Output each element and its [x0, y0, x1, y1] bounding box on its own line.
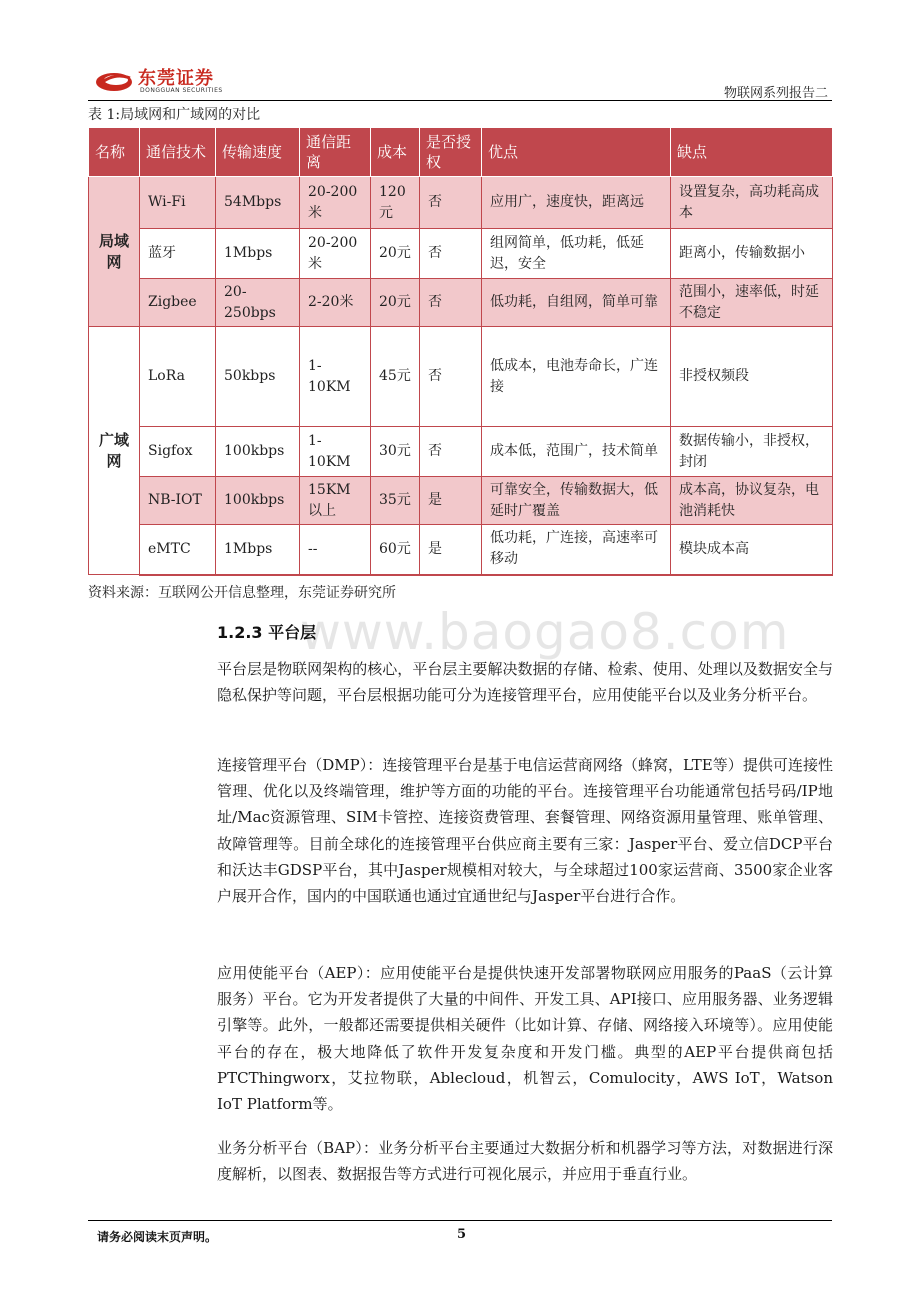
speed-cell: 1Mbps [216, 525, 300, 575]
tech-cell: Sigfox [140, 427, 216, 477]
pros-cell: 组网简单，低功耗，低延迟，安全 [482, 229, 671, 279]
distance-cell: 1-10KM [300, 427, 371, 477]
logo-subtext: DONGGUAN SECURITIES [140, 87, 223, 94]
cons-cell: 成本高，协议复杂，电池消耗快 [671, 477, 833, 525]
paragraph-platform-intro: 平台层是物联网架构的核心，平台层主要解决数据的存储、检索、使用、处理以及数据安全与隐私保护等问题，平台层根据功能可分为连接管理平台，应用使能平台以及业务分析平台。 [217, 660, 833, 705]
cons-cell: 数据传输小，非授权，封闭 [671, 427, 833, 477]
footer-disclaimer: 请务必阅读末页声明。 [97, 1230, 218, 1244]
category-wan: 广域网 [89, 327, 140, 575]
header-cell: 名称 [89, 128, 140, 177]
cons-cell: 设置复杂，高功耗高成本 [671, 177, 833, 229]
watermark: www.baogao8.com [300, 603, 790, 661]
table-row [89, 525, 833, 575]
cons-cell: 非授权频段 [671, 327, 833, 427]
speed-cell: 20-250bps [216, 279, 300, 327]
pros-cell: 低功耗，广连接，高速率可移动 [482, 525, 671, 575]
speed-cell: 54Mbps [216, 177, 300, 229]
distance-cell: 20-200米 [300, 177, 371, 229]
paragraph-dmp: 连接管理平台（DMP）：连接管理平台是基于电信运营商网络（蜂窝，LTE等）提供可连接性管理、优化以及终端管理，维护等方面的功能的平台。连接管理平台功能通常包括号码/IP地址/Mac资源管理、SIM卡管控、连接资费管理、套餐管理、网络资源用量管理、账单管理、故障管理等。目前全球化的连接管理平台供应商主要有三家：Jasper平台、爱立信DCP平台和沃达丰GDSP平台，其中Jasper规模相对较大，与全球超过100家运营商、3500家企业客户展开合作，国内的中国联通也通过宜通世纪与Jasper平台进行合作。 [217, 756, 833, 906]
table-row [89, 279, 833, 327]
cost-cell: 120元 [371, 177, 420, 229]
header-cell: 通信距离 [300, 128, 371, 177]
header-cell: 传输速度 [216, 128, 300, 177]
distance-cell: 20-200米 [300, 229, 371, 279]
tech-cell: Zigbee [140, 279, 216, 327]
table-source-note: 资料来源：互联网公开信息整理，东莞证券研究所 [88, 585, 396, 601]
speed-cell: 100kbps [216, 427, 300, 477]
table-row [89, 327, 833, 427]
table-caption: 表 1:局域网和广域网的对比 [88, 107, 261, 123]
distance-cell: 1-10KM [300, 327, 371, 427]
licensed-cell: 否 [420, 279, 482, 327]
distance-cell: 2-20米 [300, 279, 371, 327]
licensed-cell: 否 [420, 427, 482, 477]
header-cell: 优点 [482, 128, 671, 177]
pros-cell: 可靠安全，传输数据大，低延时广覆盖 [482, 477, 671, 525]
header-cell: 缺点 [671, 128, 833, 177]
logo-text: 东莞证券 [138, 68, 214, 89]
page-header [88, 62, 832, 102]
cost-cell: 30元 [371, 427, 420, 477]
table-row [89, 427, 833, 477]
cost-cell: 45元 [371, 327, 420, 427]
tech-cell: Wi-Fi [140, 177, 216, 229]
tech-cell: LoRa [140, 327, 216, 427]
cons-cell: 距离小，传输数据小 [671, 229, 833, 279]
licensed-cell: 否 [420, 327, 482, 427]
header-cell: 是否授权 [420, 128, 482, 177]
pros-cell: 低成本，电池寿命长，广连接 [482, 327, 671, 427]
tech-cell: 蓝牙 [140, 229, 216, 279]
cons-cell: 范围小，速率低，时延不稳定 [671, 279, 833, 327]
cost-cell: 20元 [371, 279, 420, 327]
speed-cell: 50kbps [216, 327, 300, 427]
distance-cell: -- [300, 525, 371, 575]
comparison-table [88, 127, 833, 576]
section-title: 1.2.3 平台层 [217, 623, 317, 642]
paragraph-bap: 业务分析平台（BAP）：业务分析平台主要通过大数据分析和机器学习等方法，对数据进行深度解析，以图表、数据报告等方式进行可视化展示，并应用于垂直行业。 [217, 1139, 833, 1184]
company-logo [94, 62, 244, 98]
cost-cell: 60元 [371, 525, 420, 575]
paragraph-aep: 应用使能平台（AEP）：应用使能平台是提供快速开发部署物联网应用服务的PaaS（云计算服务）平台。它为开发者提供了大量的中间件、开发工具、API接口、应用服务器、业务逻辑引擎等。此外，一般都还需要提供相关硬件（比如计算、存储、网络接入环境等）。应用使能平台的存在，极大地降低了软件开发复杂度和开发门槛。典型的AEP平台提供商包括PTCThingworx，艾拉物联，Ablecloud，机智云，Comulocity，AWS IoT，Watson IoT Platform等。 [217, 964, 833, 1114]
speed-cell: 1Mbps [216, 229, 300, 279]
licensed-cell: 是 [420, 477, 482, 525]
cost-cell: 35元 [371, 477, 420, 525]
pros-cell: 应用广，速度快，距离远 [482, 177, 671, 229]
pros-cell: 成本低，范围广，技术简单 [482, 427, 671, 477]
header-divider [88, 100, 832, 101]
table-row [89, 229, 833, 279]
table-row [89, 477, 833, 525]
tech-cell: eMTC [140, 525, 216, 575]
cost-cell: 20元 [371, 229, 420, 279]
cons-cell: 模块成本高 [671, 525, 833, 575]
speed-cell: 100kbps [216, 477, 300, 525]
category-lan: 局域网 [89, 177, 140, 327]
header-cell: 成本 [371, 128, 420, 177]
licensed-cell: 否 [420, 177, 482, 229]
distance-cell: 15KM以上 [300, 477, 371, 525]
logo-swoosh-icon [94, 68, 134, 94]
licensed-cell: 否 [420, 229, 482, 279]
header-cell: 通信技术 [140, 128, 216, 177]
report-series-title: 物联网系列报告二 [723, 86, 828, 101]
licensed-cell: 是 [420, 525, 482, 575]
page-number: 5 [457, 1227, 467, 1242]
pros-cell: 低功耗，自组网，简单可靠 [482, 279, 671, 327]
table-header-row [89, 128, 833, 177]
footer-divider [88, 1220, 832, 1221]
tech-cell: NB-IOT [140, 477, 216, 525]
table-row [89, 177, 833, 229]
